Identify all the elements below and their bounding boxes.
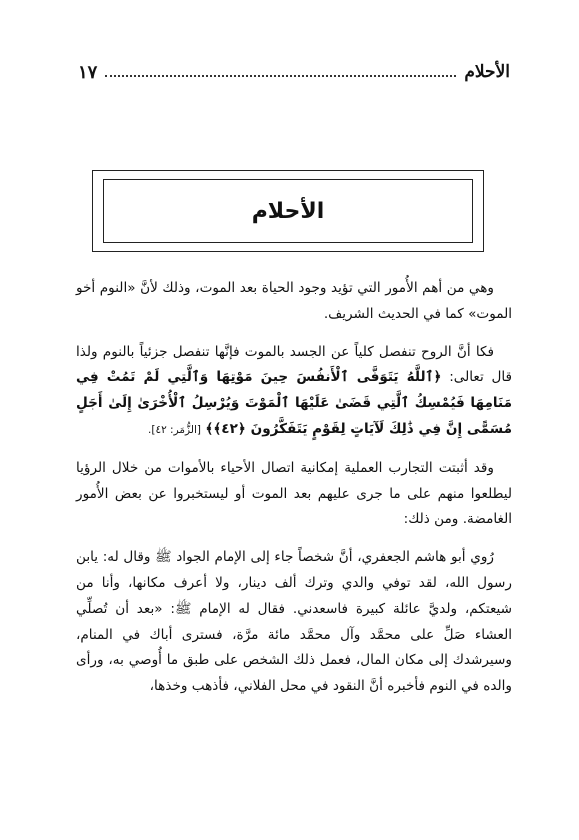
verse-intro-text: فكا أنَّ الروح تنفصل كلياً عن الجسد بالموت فإنَّها تنفصل جزئياً بالنوم ولذا قال تعالى: <box>76 343 512 386</box>
chapter-title-inner-frame <box>103 179 473 243</box>
paragraph-quran-verse <box>76 340 512 444</box>
running-header <box>78 58 510 86</box>
paragraph-experiences: وقد أثبتت التجارب العملية إمكانية اتصال الأحياء بالأموات من خلال الرؤيا ليطلعوا منهم على ما جرى عليهم بعد الموت أو ليستخبروا عن بعض الأُمور الغامضة. ومن ذلك: <box>76 459 512 528</box>
quran-verse: ﴿ٱللَّهُ يَتَوَفَّى ٱلْأَنفُسَ حِينَ مَوْتِهَا وَٱلَّتِي لَمْ تَمُتْ فِي مَنَامِهَا فَيُمْسِكُ ٱلَّتِي قَضَىٰ عَلَيْهَا ٱلْمَوْتَ وَيُرْسِلُ ٱلْأُخْرَىٰ إِلَىٰ أَجَلٍ مُسَمًّى إِنَّ فِي ذَٰلِكَ لَآيَاتٍ لِقَوْمٍ يَتَفَكَّرُونَ ﴿٤٢﴾﴾ <box>76 369 512 437</box>
chapter-title-frame <box>92 170 484 252</box>
paragraph-intro: وهي من أهم الأُمور التي تؤيد وجود الحياة بعد الموت، وذلك لأنَّ «النوم أخو الموت» كما في الحديث الشريف. <box>76 280 512 322</box>
chapter-title: الأحلام <box>251 198 325 224</box>
paragraph-narration: رُوي أبو هاشم الجعفري، أنَّ شخصاً جاء إلى الإمام الجواد ﷺ وقال له: يابن رسول الله، لقد توفي والدي وترك ألف دينار، ولا أعرف مكانها، وأنا من شيعتكم، ولديَّ عائلة كبيرة فاسعدني. فقال له الإمام ﷺ: «بعد أن تُصلِّي العشاء صَلِّ على محمَّد وآل محمَّد مائة مرَّة، فسترى أباك في المنام، وسيرشدك إلى مكان المال، فعمل ذلك الشخص على طبق ما أُوصي به، ورأى والده في النوم فأخبره أنَّ النقود في محل الفلاني، فأذهب وخذها، <box>76 549 512 695</box>
body-text <box>76 276 512 712</box>
page-number: ١٧ <box>78 61 98 83</box>
verse-reference: [الزُّمَر: ٤٢]. <box>148 423 202 436</box>
header-section-title: الأحلام <box>464 62 510 82</box>
header-leader-dots <box>105 75 456 77</box>
